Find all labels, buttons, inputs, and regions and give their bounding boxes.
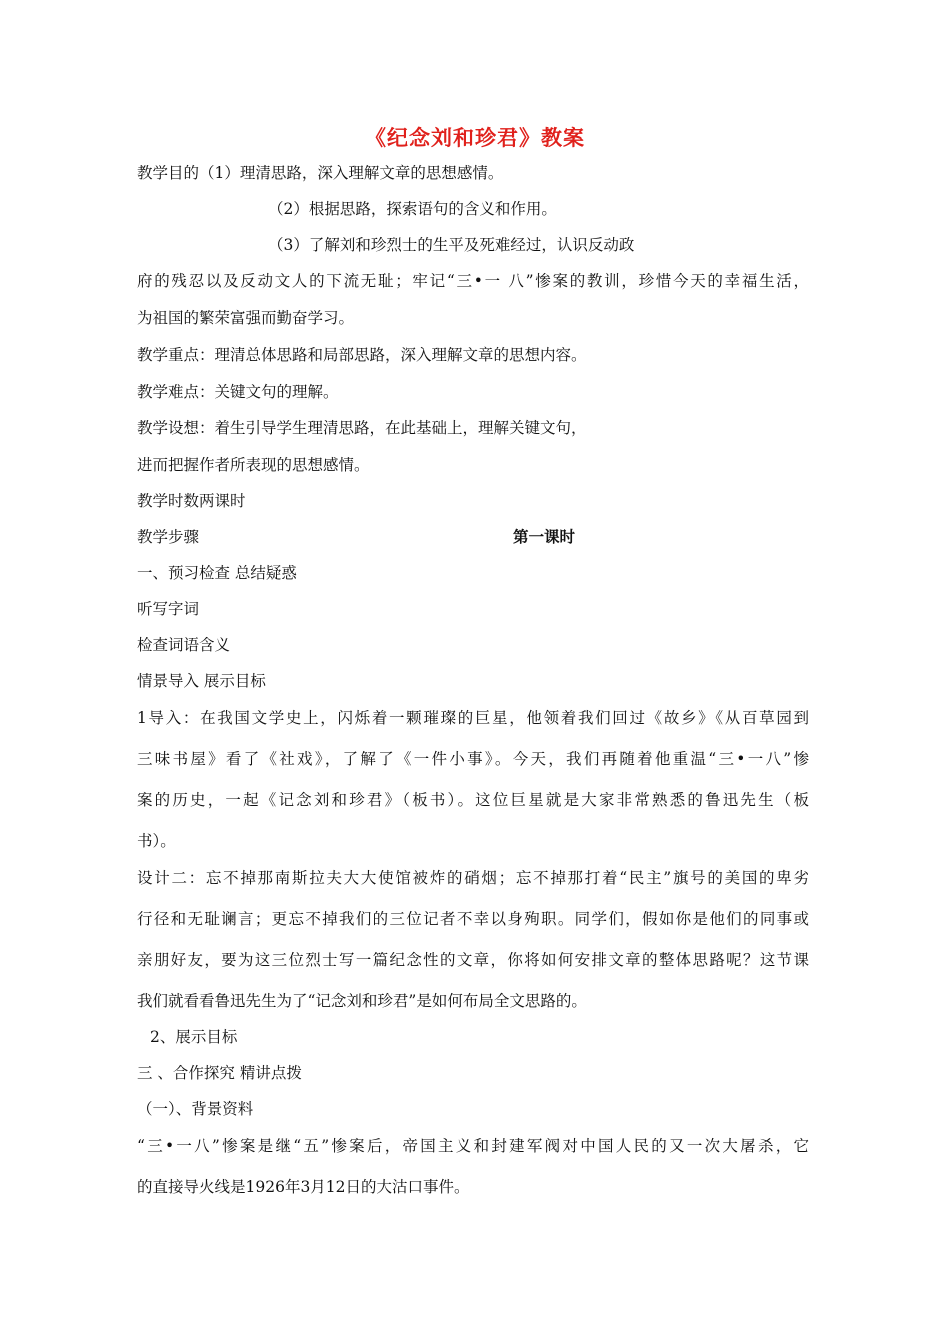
text-line-design2-p3: 亲朋好友，要为这三位烈士写一篇纪念性的文章，你将如何安排文章的整体思路呢？这节课 [137, 951, 809, 969]
section-heading-first-lesson: 第一课时 [513, 527, 576, 546]
text-line-design2-p4: 我们就看看鲁迅先生为了“记念刘和珍君”是如何布局全文思路的。 [137, 992, 587, 1010]
text-line-show-goals: 2、展示目标 [150, 1028, 238, 1046]
text-line-design: 教学设想：着生引导学生理清思路，在此基础上，理解关键文句， [137, 419, 587, 437]
text-line-background-p2: 的直接导火线是1926年3月12日的大沽口事件。 [137, 1178, 470, 1196]
text-line-objective-3: （3）了解刘和珍烈士的生平及死难经过，认识反动政 [268, 236, 635, 254]
text-line-intro-p1: 1导入：在我国文学史上，闪烁着一颗璀璨的巨星，他领着我们回过《故乡》《从百草园到 [137, 709, 809, 727]
text-line-steps: 教学步骤 [137, 528, 200, 546]
text-line-preview-check: 一、预习检查 总结疑惑 [137, 564, 297, 582]
text-line-objective-1: 教学目的（1）理清思路，深入理解文章的思想感情。 [137, 164, 504, 182]
text-line-objective-2: （2）根据思路，探索语句的含义和作用。 [268, 200, 557, 218]
text-line-difficulty: 教学难点：关键文句的理解。 [137, 383, 339, 401]
text-line-design2-p1: 设计二：忘不掉那南斯拉夫大大使馆被炸的硝烟；忘不掉那打着“民主”旗号的美国的卑劣 [137, 869, 809, 887]
text-line-intro-p3: 案的历史，一起《记念刘和珍君》（板书）。这位巨星就是大家非常熟悉的鲁迅先生（板 [137, 791, 809, 809]
document-title: 《纪念刘和珍君》教案 [365, 125, 585, 150]
text-line-intro-p4: 书）。 [137, 832, 176, 850]
text-line-cooperation: 三 、合作探究 精讲点拨 [137, 1064, 302, 1082]
text-line-vocab-check: 检查词语含义 [137, 636, 231, 654]
text-line-design2-p2: 行径和无耻谰言；更忘不掉我们的三位记者不幸以身殉职。同学们，假如你是他们的同事或 [137, 910, 809, 928]
text-line-intro: 情景导入 展示目标 [137, 672, 266, 690]
text-line-intro-p2: 三味书屋》看了《社戏》，了解了《一件小事》。今天，我们再随着他重温“三•一八”惨 [137, 750, 809, 768]
text-line-objective-3-cont: 府的残忍以及反动文人的下流无耻；牢记“三•一 八”惨案的教训，珍惜今天的幸福生活， [137, 272, 809, 290]
text-line-dictation: 听写字词 [137, 600, 200, 618]
text-line-design-cont: 进而把握作者所表现的思想感情。 [137, 456, 370, 474]
text-line-class-hours: 教学时数两课时 [137, 492, 246, 510]
text-line-key-point: 教学重点：理清总体思路和局部思路，深入理解文章的思想内容。 [137, 346, 587, 364]
text-line-background-p1: “三•一八”惨案是继“五”惨案后，帝国主义和封建军阀对中国人民的又一次大屠杀，它 [137, 1137, 809, 1155]
text-line-background: （一）、背景资料 [137, 1100, 254, 1118]
text-line-objective-3-end: 为祖国的繁荣富强而勤奋学习。 [137, 309, 355, 327]
